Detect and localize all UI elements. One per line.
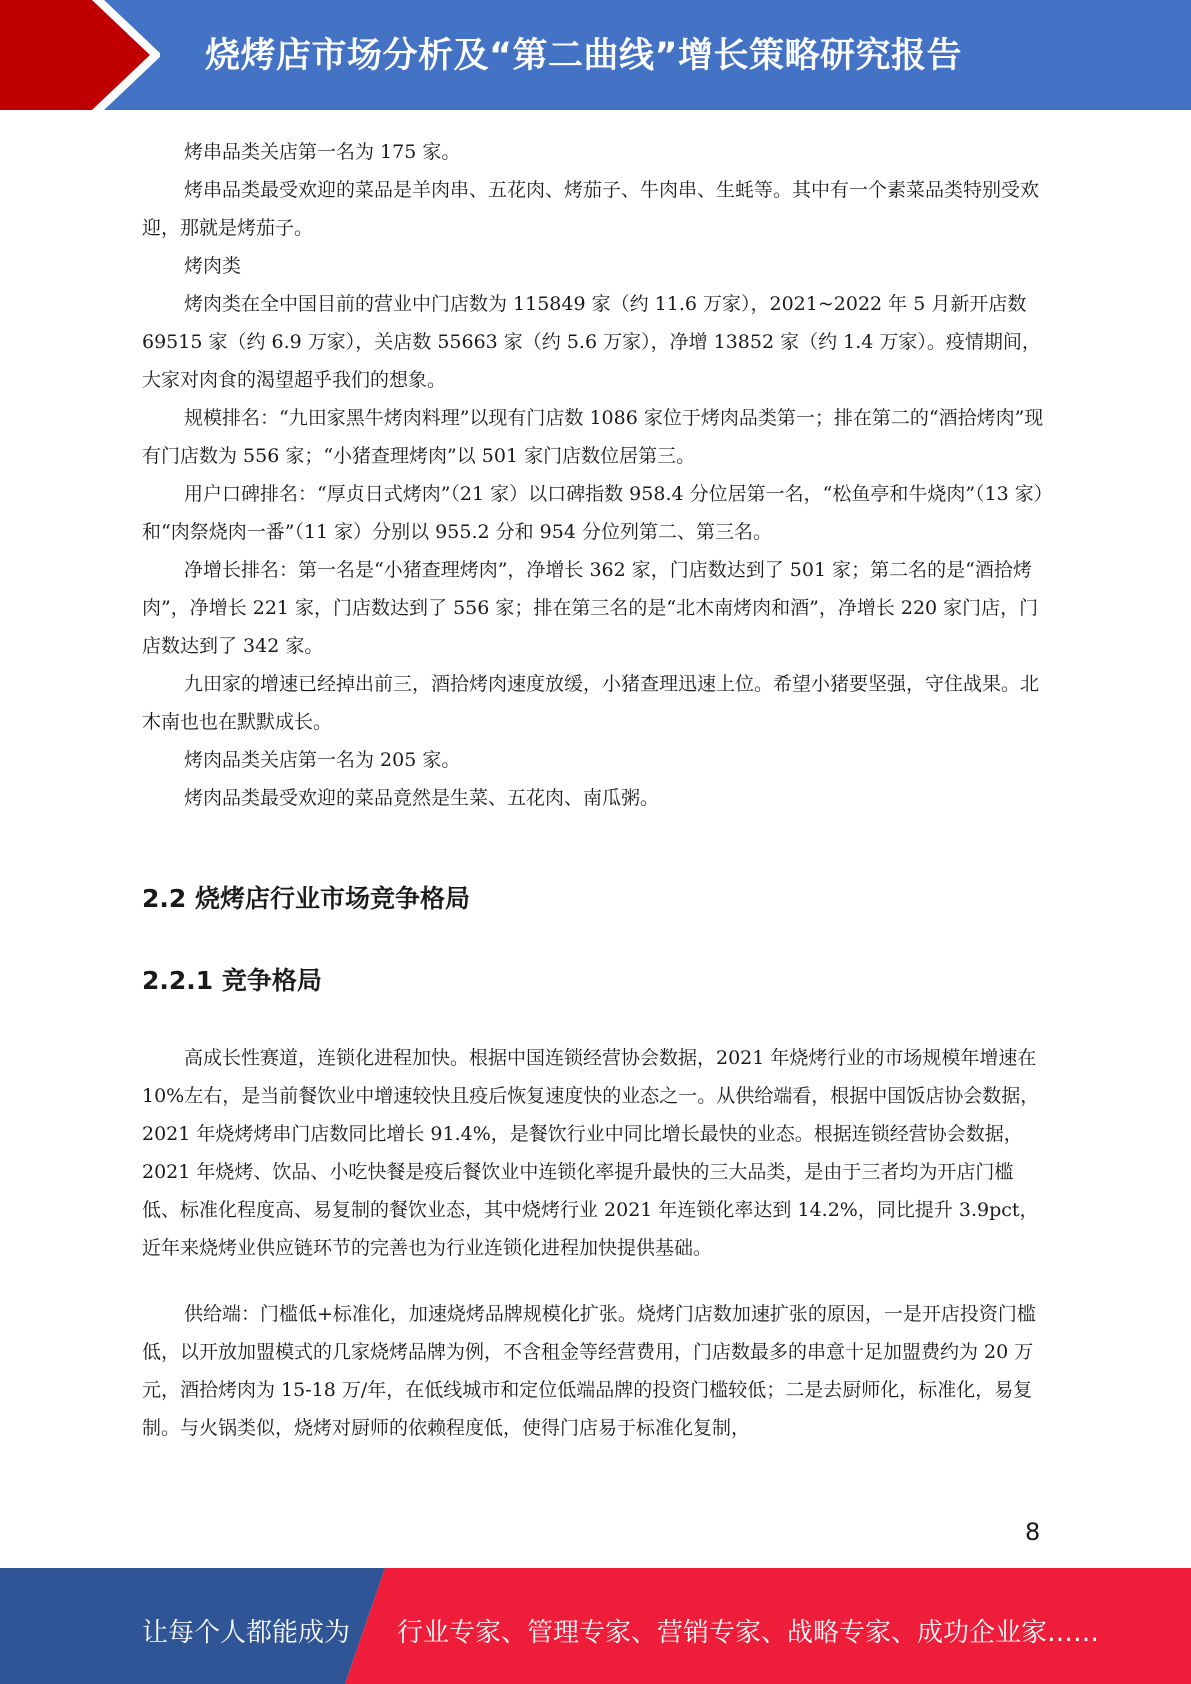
paragraph: 烤肉品类关店第一名为 205 家。: [184, 749, 461, 771]
paragraph: 供给端：门槛低+标准化，加速烧烤品牌规模化扩张。烧烤门店数加速扩张的原因，一是开店投资门槛低，以开放加盟模式的几家烧烤品牌为例，不含租金等经营费用，门店数最多的串意十足加盟费约为 20 万元，酒拾烤肉为 15-18 万/年，在低线城市和定位低端品牌的投资门槛较低；二是去厨师化，标准化，易复制。与火锅类似，烧烤对厨师的依赖程度低，使得门店易于标准化复制，: [142, 1303, 1036, 1439]
subsection-heading: 2.2.1 竞争格局: [142, 966, 322, 995]
paragraph: 烤串品类最受欢迎的菜品是羊肉串、五花肉、烤茄子、牛肉串、生蚝等。其中有一个素菜品类特别受欢迎，那就是烤茄子。: [142, 179, 1040, 239]
header-chevron-decoration: [0, 0, 160, 110]
document-body: [142, 133, 1047, 1447]
paragraph: 高成长性赛道，连锁化进程加快。根据中国连锁经营协会数据，2021 年烧烤行业的市场规模年增速在 10%左右，是当前餐饮业中增速较快且疫后恢复速度快的业态之一。从供给端看，根据中国饭店协会数据，2021 年烧烤烤串门店数同比增长 91.4%，是餐饮行业中同比增长最快的业态。根据连锁经营协会数据，2021 年烧烤、饮品、小吃快餐是疫后餐饮业中连锁化率提升最快的三大品类，是由于三者均为开店门槛低、标准化程度高、易复制的餐饮业态，其中烧烤行业 2021 年连锁化率达到 14.2%，同比提升 3.9pct，近年来烧烤业供应链环节的完善也为行业连锁化进程加快提供基础。: [142, 1047, 1040, 1259]
footer-banner: [0, 1568, 1191, 1684]
header-banner: [0, 0, 1191, 110]
paragraph: 烤串品类关店第一名为 175 家。: [184, 141, 461, 163]
paragraph: 九田家的增速已经掉出前三，酒拾烤肉速度放缓，小猪查理迅速上位。希望小猪要坚强，守住战果。北木南也也在默默成长。: [142, 673, 1040, 733]
page-number: 8: [1025, 1518, 1041, 1546]
report-title: 烧烤店市场分析及“第二曲线”增长策略研究报告: [205, 36, 963, 76]
paragraph: 烤肉品类最受欢迎的菜品竟然是生菜、五花肉、南瓜粥。: [184, 787, 660, 809]
paragraph: 规模排名：“九田家黑牛烤肉料理”以现有门店数 1086 家位于烤肉品类第一；排在第二的“酒拾烤肉”现有门店数为 556 家；“小猪查理烤肉”以 501 家门店数位居第三。: [142, 407, 1044, 467]
paragraph: 烤肉类: [184, 255, 242, 277]
paragraph: 用户口碑排名：“厚贞日式烤肉”（21 家）以口碑指数 958.4 分位居第一名，“松鱼亭和牛烧肉”（13 家）和“肉祭烧肉一番”（11 家）分别以 955.2 分和 954 分位列第二、第三名。: [142, 483, 1044, 543]
footer-slogan-right: 行业专家、管理专家、营销专家、战略专家、成功企业家……: [397, 1618, 1100, 1648]
section-heading: 2.2 烧烤店行业市场竞争格局: [142, 884, 470, 913]
footer-slogan-left: 让每个人都能成为: [142, 1618, 351, 1648]
paragraph: 净增长排名：第一名是“小猪查理烤肉”，净增长 362 家，门店数达到了 501 家；第二名的是“酒拾烤肉”，净增长 221 家，门店数达到了 556 家；排在第三名的是“北木南烤肉和酒”，净增长 220 家门店，门店数达到了 342 家。: [142, 559, 1039, 657]
paragraph: 烤肉类在全中国目前的营业中门店数为 115849 家（约 11.6 万家），2021~2022 年 5 月新开店数 69515 家（约 6.9 万家），关店数 55663 家（约 5.6 万家），净增 13852 家（约 1.4 万家）。疫情期间，大家对肉食的渴望超乎我们的想象。: [142, 293, 1041, 391]
